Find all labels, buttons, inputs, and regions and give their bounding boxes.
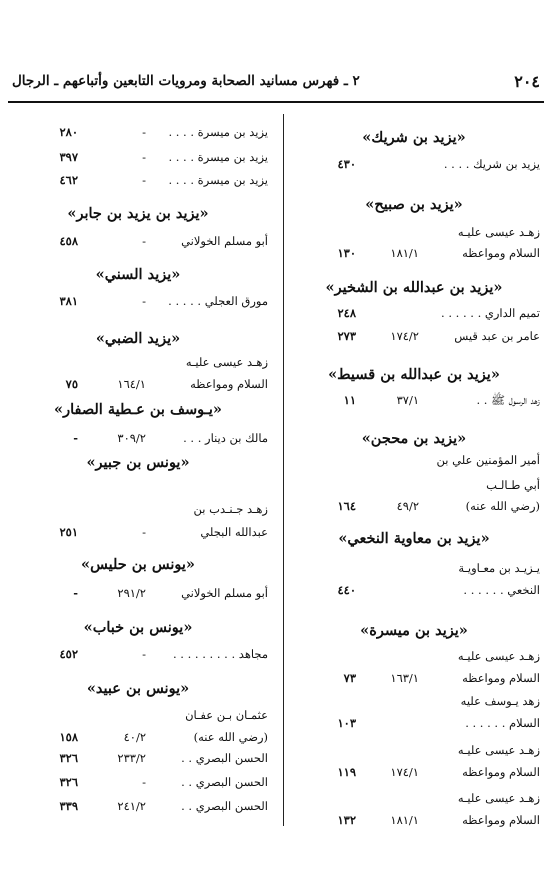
section-heading: «يزيد بن عبدالله بن الشخير» [325, 279, 503, 296]
section-heading: «يزيد بن محجن» [361, 430, 467, 447]
entry-name: يزيد بن ميسرة . . . . [168, 150, 268, 164]
entry-name: زهـد عيسى عليـه [457, 791, 540, 805]
entry-page: ٢٧٣ [337, 329, 356, 343]
entry-page: - [73, 431, 78, 445]
entry-reference: - [142, 775, 146, 789]
entry-name: السلام ومواعظه [462, 671, 540, 685]
entry-page: ٤٤٠ [337, 583, 356, 597]
entry-page: ٣٩٧ [59, 150, 78, 164]
header-rule [8, 101, 544, 103]
entry-name: يزيد بن ميسرة . . . . [168, 173, 268, 187]
entry-page: ١٣٢ [337, 813, 356, 827]
entry-name: عثمـان بـن عفـان [185, 708, 268, 722]
page-header [12, 72, 540, 100]
entry-name: يـزيـد بن معـاويـة [458, 561, 540, 575]
entry-name: النخعي . . . . . . [463, 583, 540, 597]
entry-reference: ٣٧/١ [396, 393, 419, 407]
section-heading: «يزيد بن صبيح» [365, 196, 463, 213]
entry-page: ٢٥١ [59, 525, 78, 539]
entry-reference: ١٧٤/٢ [390, 329, 419, 343]
entry-reference: - [142, 525, 146, 539]
entry-reference: ١٨١/١ [390, 813, 419, 827]
entry-name: زهد يـوسف عليه [460, 694, 540, 708]
entry-page: ١٠٣ [337, 716, 356, 730]
entry-page: ٤٥٢ [59, 647, 78, 661]
entry-name: مالك بن دينار . . . [183, 431, 268, 445]
entry-reference: - [142, 647, 146, 661]
entry-name: يزيد بن شريك . . . . [443, 157, 540, 171]
entry-name: يزيد بن ميسرة . . . . [168, 125, 268, 139]
entry-page: ١٥٨ [59, 730, 78, 744]
entry-reference: - [142, 150, 146, 164]
entry-reference: - [142, 234, 146, 248]
column-divider [283, 114, 284, 826]
entry-name: زهـد عيسى عليـه [457, 225, 540, 239]
entry-reference: ١٦٣/١ [390, 671, 419, 685]
entry-name: الحسن البصري . . [181, 775, 268, 789]
section-heading: «يونس بن حليس» [81, 556, 195, 573]
entry-reference: ٣٠٩/٢ [117, 431, 146, 445]
entry-reference: ٢٤١/٢ [117, 799, 146, 813]
section-heading: «يزيد بن عبدالله بن قسيط» [328, 366, 500, 383]
section-heading: «يـوسف بن عـطية الصفار» [54, 401, 222, 418]
entry-name: تميم الداري . . . . . . [441, 306, 540, 320]
entry-name: زهد الرسول ﷺ . . [476, 393, 540, 407]
entry-name: عامر بن عبد قيس [454, 329, 540, 343]
entry-name: (رضي الله عنه) [465, 499, 540, 513]
entry-name: زهـد جـنـدب بن [193, 502, 268, 516]
entry-name: السلام . . . . . . [465, 716, 540, 730]
entry-page: ١٦٤ [337, 499, 356, 513]
entry-name: أبو مسلم الخولاني [181, 234, 268, 248]
entry-name: السلام ومواعظه [462, 765, 540, 779]
entry-name: السلام ومواعظه [462, 246, 540, 260]
entry-name: السلام ومواعظه [190, 377, 268, 391]
entry-name: أبي طـالـب [486, 478, 540, 492]
section-heading: «يزيد الضبي» [95, 330, 181, 347]
section-heading: «يزيد بن شريك» [362, 129, 466, 146]
section-heading: «يونس بن جبير» [86, 454, 190, 471]
page-number: ٢٠٤ [514, 72, 540, 91]
entry-reference: ١٧٤/١ [390, 765, 419, 779]
entry-page: ٣٣٩ [59, 799, 78, 813]
entry-page: ٣٢٦ [59, 775, 78, 789]
entry-page: ١١ [343, 393, 356, 407]
entry-page: ٢٤٨ [337, 306, 356, 320]
entry-name: (رضي الله عنه) [193, 730, 268, 744]
entry-name: أبو مسلم الخولاني [181, 586, 268, 600]
entry-name: زهـد عيسى عليـه [457, 649, 540, 663]
entry-name: الحسن البصري . . [181, 751, 268, 765]
entry-name: عبدالله البجلي [200, 525, 268, 539]
entry-reference: ٤٠/٢ [123, 730, 146, 744]
entry-reference: ١٨١/١ [390, 246, 419, 260]
entry-page: ٣٨١ [59, 294, 78, 308]
entry-page: ٤٦٢ [59, 173, 78, 187]
section-heading: «يونس بن عبيد» [86, 680, 190, 697]
entry-reference: - [142, 173, 146, 187]
entry-page: ١١٩ [337, 765, 356, 779]
entry-reference: - [142, 294, 146, 308]
entry-name: زهـد عيسى عليـه [457, 743, 540, 757]
entry-page: ٤٥٨ [59, 234, 78, 248]
entry-page: ٧٣ [343, 671, 356, 685]
section-heading: «يزيد بن يزيد بن جابر» [67, 205, 209, 222]
running-title: ٢ ـ فهرس مسانيد الصحابة ومرويات التابعين وأتباعهم ـ الرجال [12, 73, 360, 89]
section-heading: «يزيد بن ميسرة» [360, 622, 468, 639]
section-heading: «يزيد السني» [95, 266, 181, 283]
entry-name: زهـد عيسى عليـه [185, 355, 268, 369]
entry-reference: ١٦٤/١ [117, 377, 146, 391]
entry-page: ٧٥ [65, 377, 78, 391]
entry-page: ١٣٠ [337, 246, 356, 260]
entry-reference: ٢٩١/٢ [117, 586, 146, 600]
section-heading: «يونس بن خباب» [83, 619, 193, 636]
entry-reference: - [142, 125, 146, 139]
entry-name: الحسن البصري . . [181, 799, 268, 813]
entry-page: - [73, 586, 78, 600]
entry-page: ٣٢٦ [59, 751, 78, 765]
entry-name: السلام ومواعظه [462, 813, 540, 827]
entry-name: مجاهد . . . . . . . . . [173, 647, 268, 661]
entry-reference: ٤٩/٢ [396, 499, 419, 513]
entry-name: مورق العجلي . . . . . [168, 294, 268, 308]
entry-name: أمير المؤمنين علي بن [436, 453, 540, 467]
entry-page: ٢٨٠ [59, 125, 78, 139]
entry-reference: ٢٣٣/٢ [117, 751, 146, 765]
entry-page: ٤٣٠ [337, 157, 356, 171]
section-heading: «يزيد بن معاوية النخعي» [338, 530, 490, 547]
